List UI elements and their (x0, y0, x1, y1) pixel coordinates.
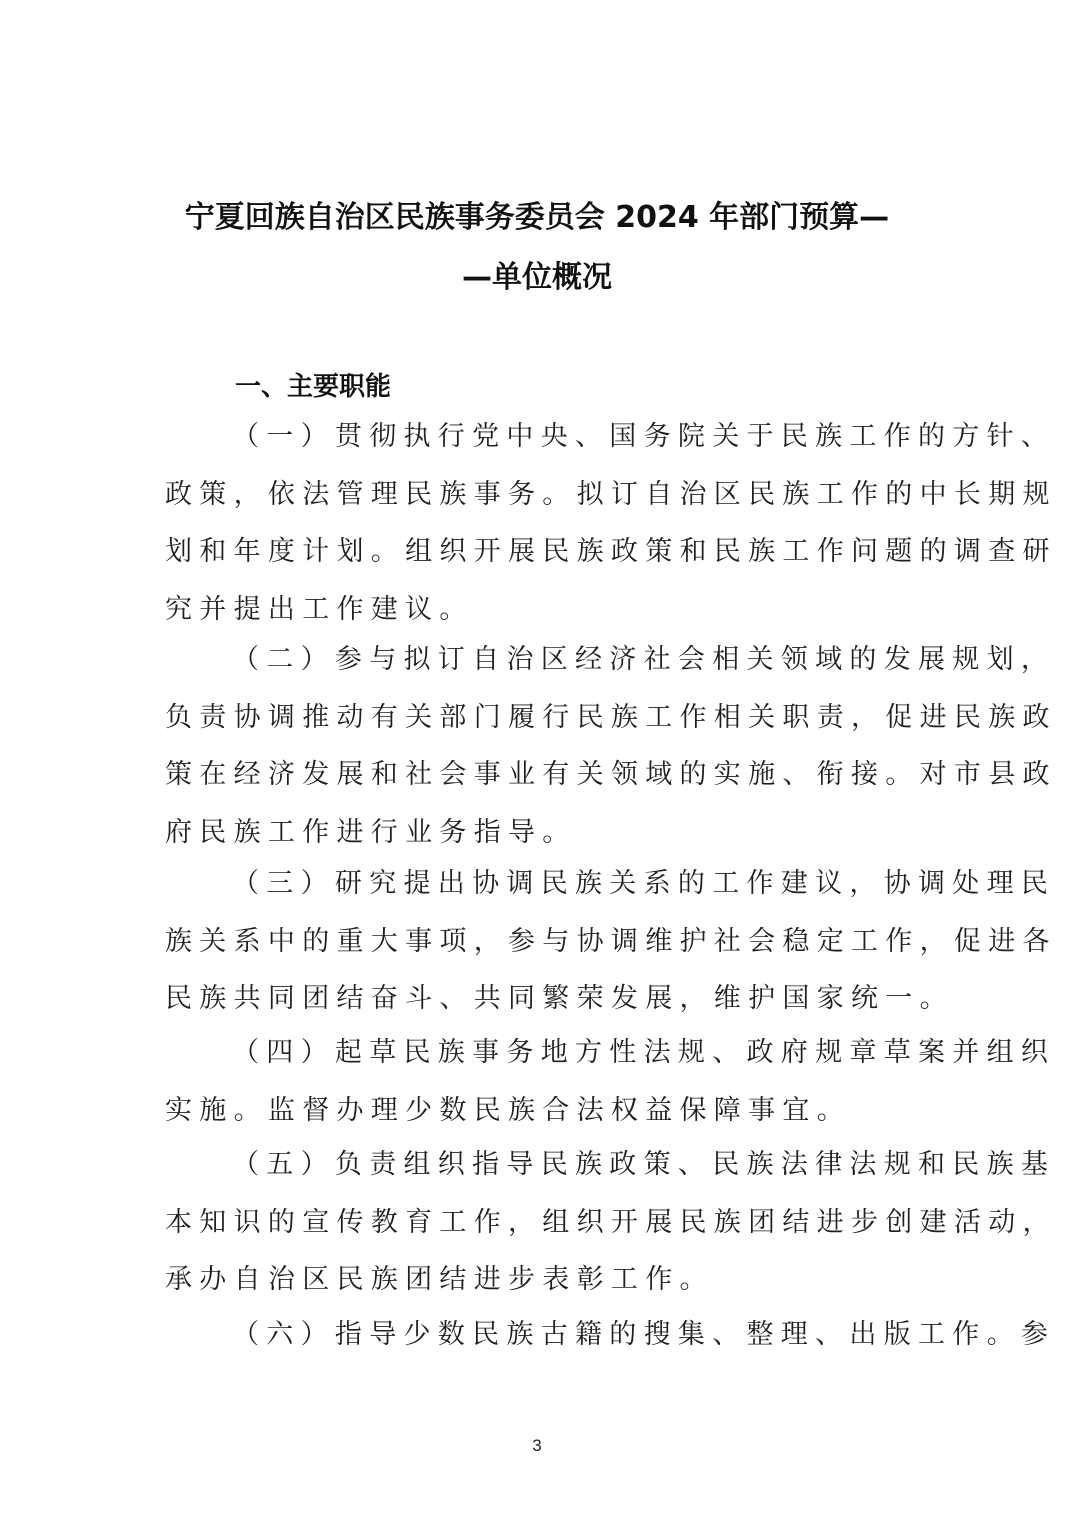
text-line: （二）参与拟订自治区经济社会相关领域的发展规划， (232, 644, 1056, 675)
text-line: 族关系中的重大事项，参与协调维护社会稳定工作，促进各 (165, 925, 1057, 957)
text-line: （五）负责组织指导民族政策、民族法律法规和民族基 (232, 1149, 1056, 1180)
paragraph-3 (165, 855, 1057, 1028)
text-line: （四）起草民族事务地方性法规、政府规章草案并组织 (232, 1037, 1056, 1068)
text-line: 究并提出工作建议。 (165, 593, 474, 625)
text-line: （三）研究提出协调民族关系的工作建议，协调处理民 (232, 868, 1056, 899)
section-heading: 一、主要职能 (235, 372, 392, 402)
paragraph-4 (165, 1024, 1056, 1139)
text-line: （六）指导少数民族古籍的搜集、整理、出版工作。参 (232, 1319, 1056, 1350)
text-line: 负责协调推动有关部门履行民族工作相关职责，促进民族政 (165, 701, 1057, 733)
text-line: （一）贯彻执行党中央、国务院关于民族工作的方针、 (232, 421, 1056, 452)
text-line: 政策，依法管理民族事务。拟订自治区民族工作的中长期规 (165, 478, 1057, 510)
text-line: 划和年度计划。组织开展民族政策和民族工作问题的调查研 (165, 536, 1057, 567)
title-line: 宁夏回族自治区民族事务委员会 2024 年部门预算— (184, 200, 890, 235)
text-line: 民族共同团结奋斗、共同繁荣发展，维护国家统一。 (165, 983, 954, 1014)
title-line: —单位概况 (462, 260, 612, 295)
paragraph-2 (165, 631, 1057, 861)
text-line: 策在经济发展和社会事业有关领域的实施、衔接。对市县政 (165, 759, 1057, 790)
paragraph-1 (165, 408, 1057, 638)
text-line: 承办自治区民族团结进步表彰工作。 (165, 1264, 714, 1295)
document-title (165, 188, 909, 308)
paragraph-6 (165, 1306, 1056, 1364)
text-line: 本知识的宣传教育工作，组织开展民族团结进步创建活动， (165, 1206, 1057, 1238)
page-number: 3 (532, 1436, 542, 1455)
text-line: 府民族工作进行业务指导。 (165, 816, 577, 848)
paragraph-5 (165, 1136, 1057, 1309)
text-line: 实施。监督办理少数民族合法权益保障事宜。 (165, 1094, 851, 1126)
